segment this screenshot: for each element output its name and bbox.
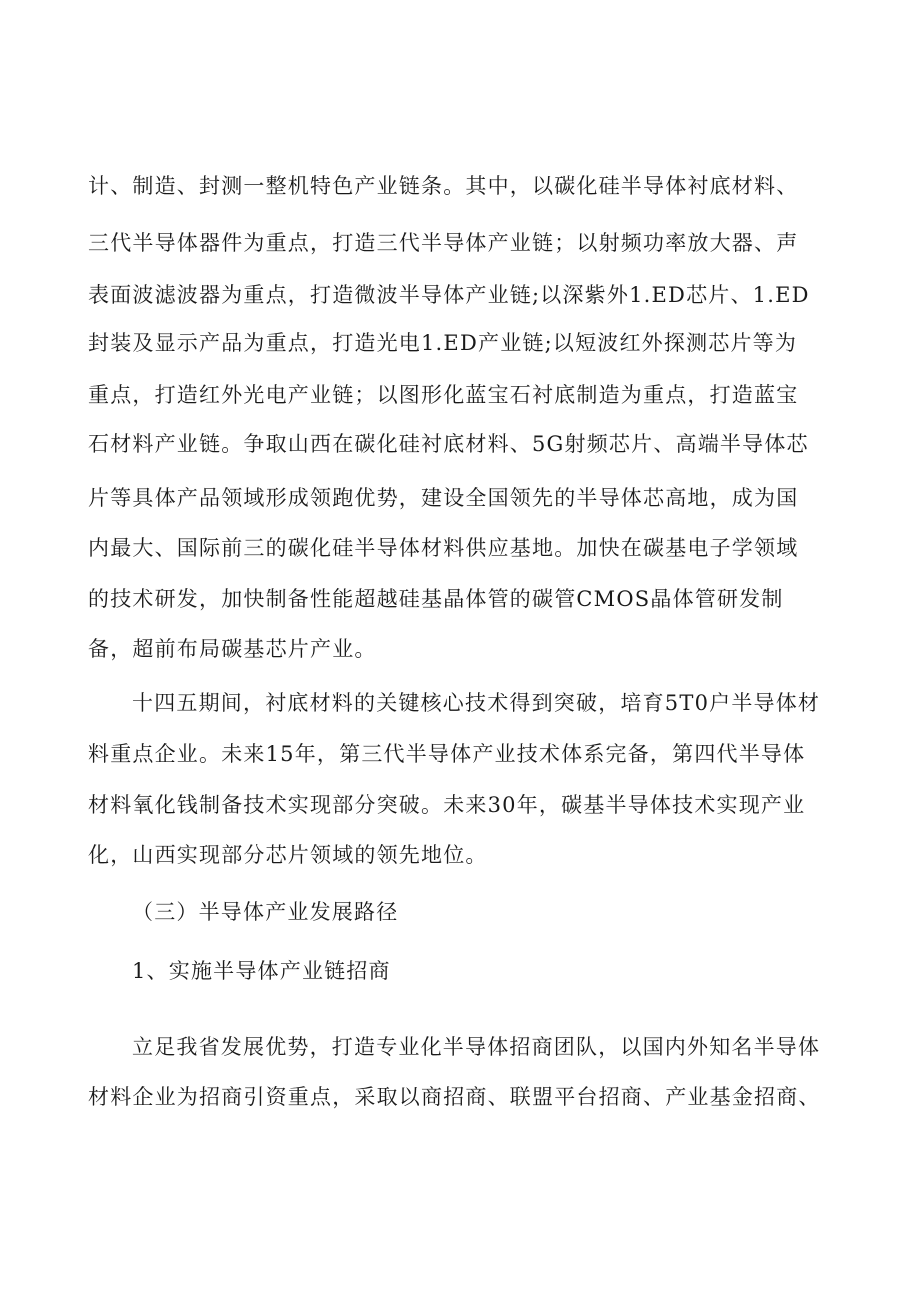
paragraph-2-line-1: 十四五期间，衬底材料的关键核心技术得到突破，培育5T0户半导体材: [132, 691, 821, 715]
paragraph-2-line-4: 化，山西实现部分芯片领域的领先地位。: [88, 843, 488, 867]
paragraph-1-line-6: 石材料产业链。争取山西在碳化硅衬底材料、5G射频芯片、高端半导体芯: [88, 432, 809, 456]
paragraph-1-line-1: 计、制造、封测一整机特色产业链条。其中，以碳化硅半导体衬底材料、: [88, 174, 799, 198]
paragraph-1-line-2: 三代半导体器件为重点，打造三代半导体产业链；以射频功率放大器、声: [88, 231, 799, 255]
paragraph-1-line-9: 的技术研发，加快制备性能超越硅基晶体管的碳管CMOS晶体管研发制: [88, 587, 784, 611]
paragraph-1-line-7: 片等具体产品领域形成领跑优势，建设全国领先的半导体芯高地，成为国: [88, 486, 799, 510]
paragraph-2-line-3: 材料氧化钱制备技术实现部分突破。未来30年，碳基半导体技术实现产业: [88, 793, 806, 817]
paragraph-1-line-10: 备，超前布局碳基芯片产业。: [88, 637, 377, 661]
paragraph-1-line-4: 封装及显示产品为重点，打造光电1.ED产业链;以短波红外探测芯片等为: [88, 331, 798, 355]
paragraph-1-line-5: 重点，打造红外光电产业链；以图形化蓝宝石衬底制造为重点，打造蓝宝: [88, 383, 799, 407]
section-heading: （三）半导体产业发展路径: [132, 900, 399, 924]
paragraph-3-line-1: 立足我省发展优势，打造专业化半导体招商团队，以国内外知名半导体: [132, 1035, 821, 1059]
paragraph-1-line-3: 表面波滤波器为重点，打造微波半导体产业链;以深紫外1.ED芯片、1.ED: [88, 283, 810, 307]
paragraph-1-line-8: 内最大、国际前三的碳化硅半导体材料供应基地。加快在碳基电子学领域: [88, 536, 799, 560]
subsection-heading: 1、实施半导体产业链招商: [132, 959, 391, 983]
paragraph-2-line-2: 料重点企业。未来15年，第三代半导体产业技术体系完备，第四代半导体: [88, 742, 806, 766]
paragraph-3-line-2: 材料企业为招商引资重点，采取以商招商、联盟平台招商、产业基金招商、: [88, 1085, 821, 1109]
